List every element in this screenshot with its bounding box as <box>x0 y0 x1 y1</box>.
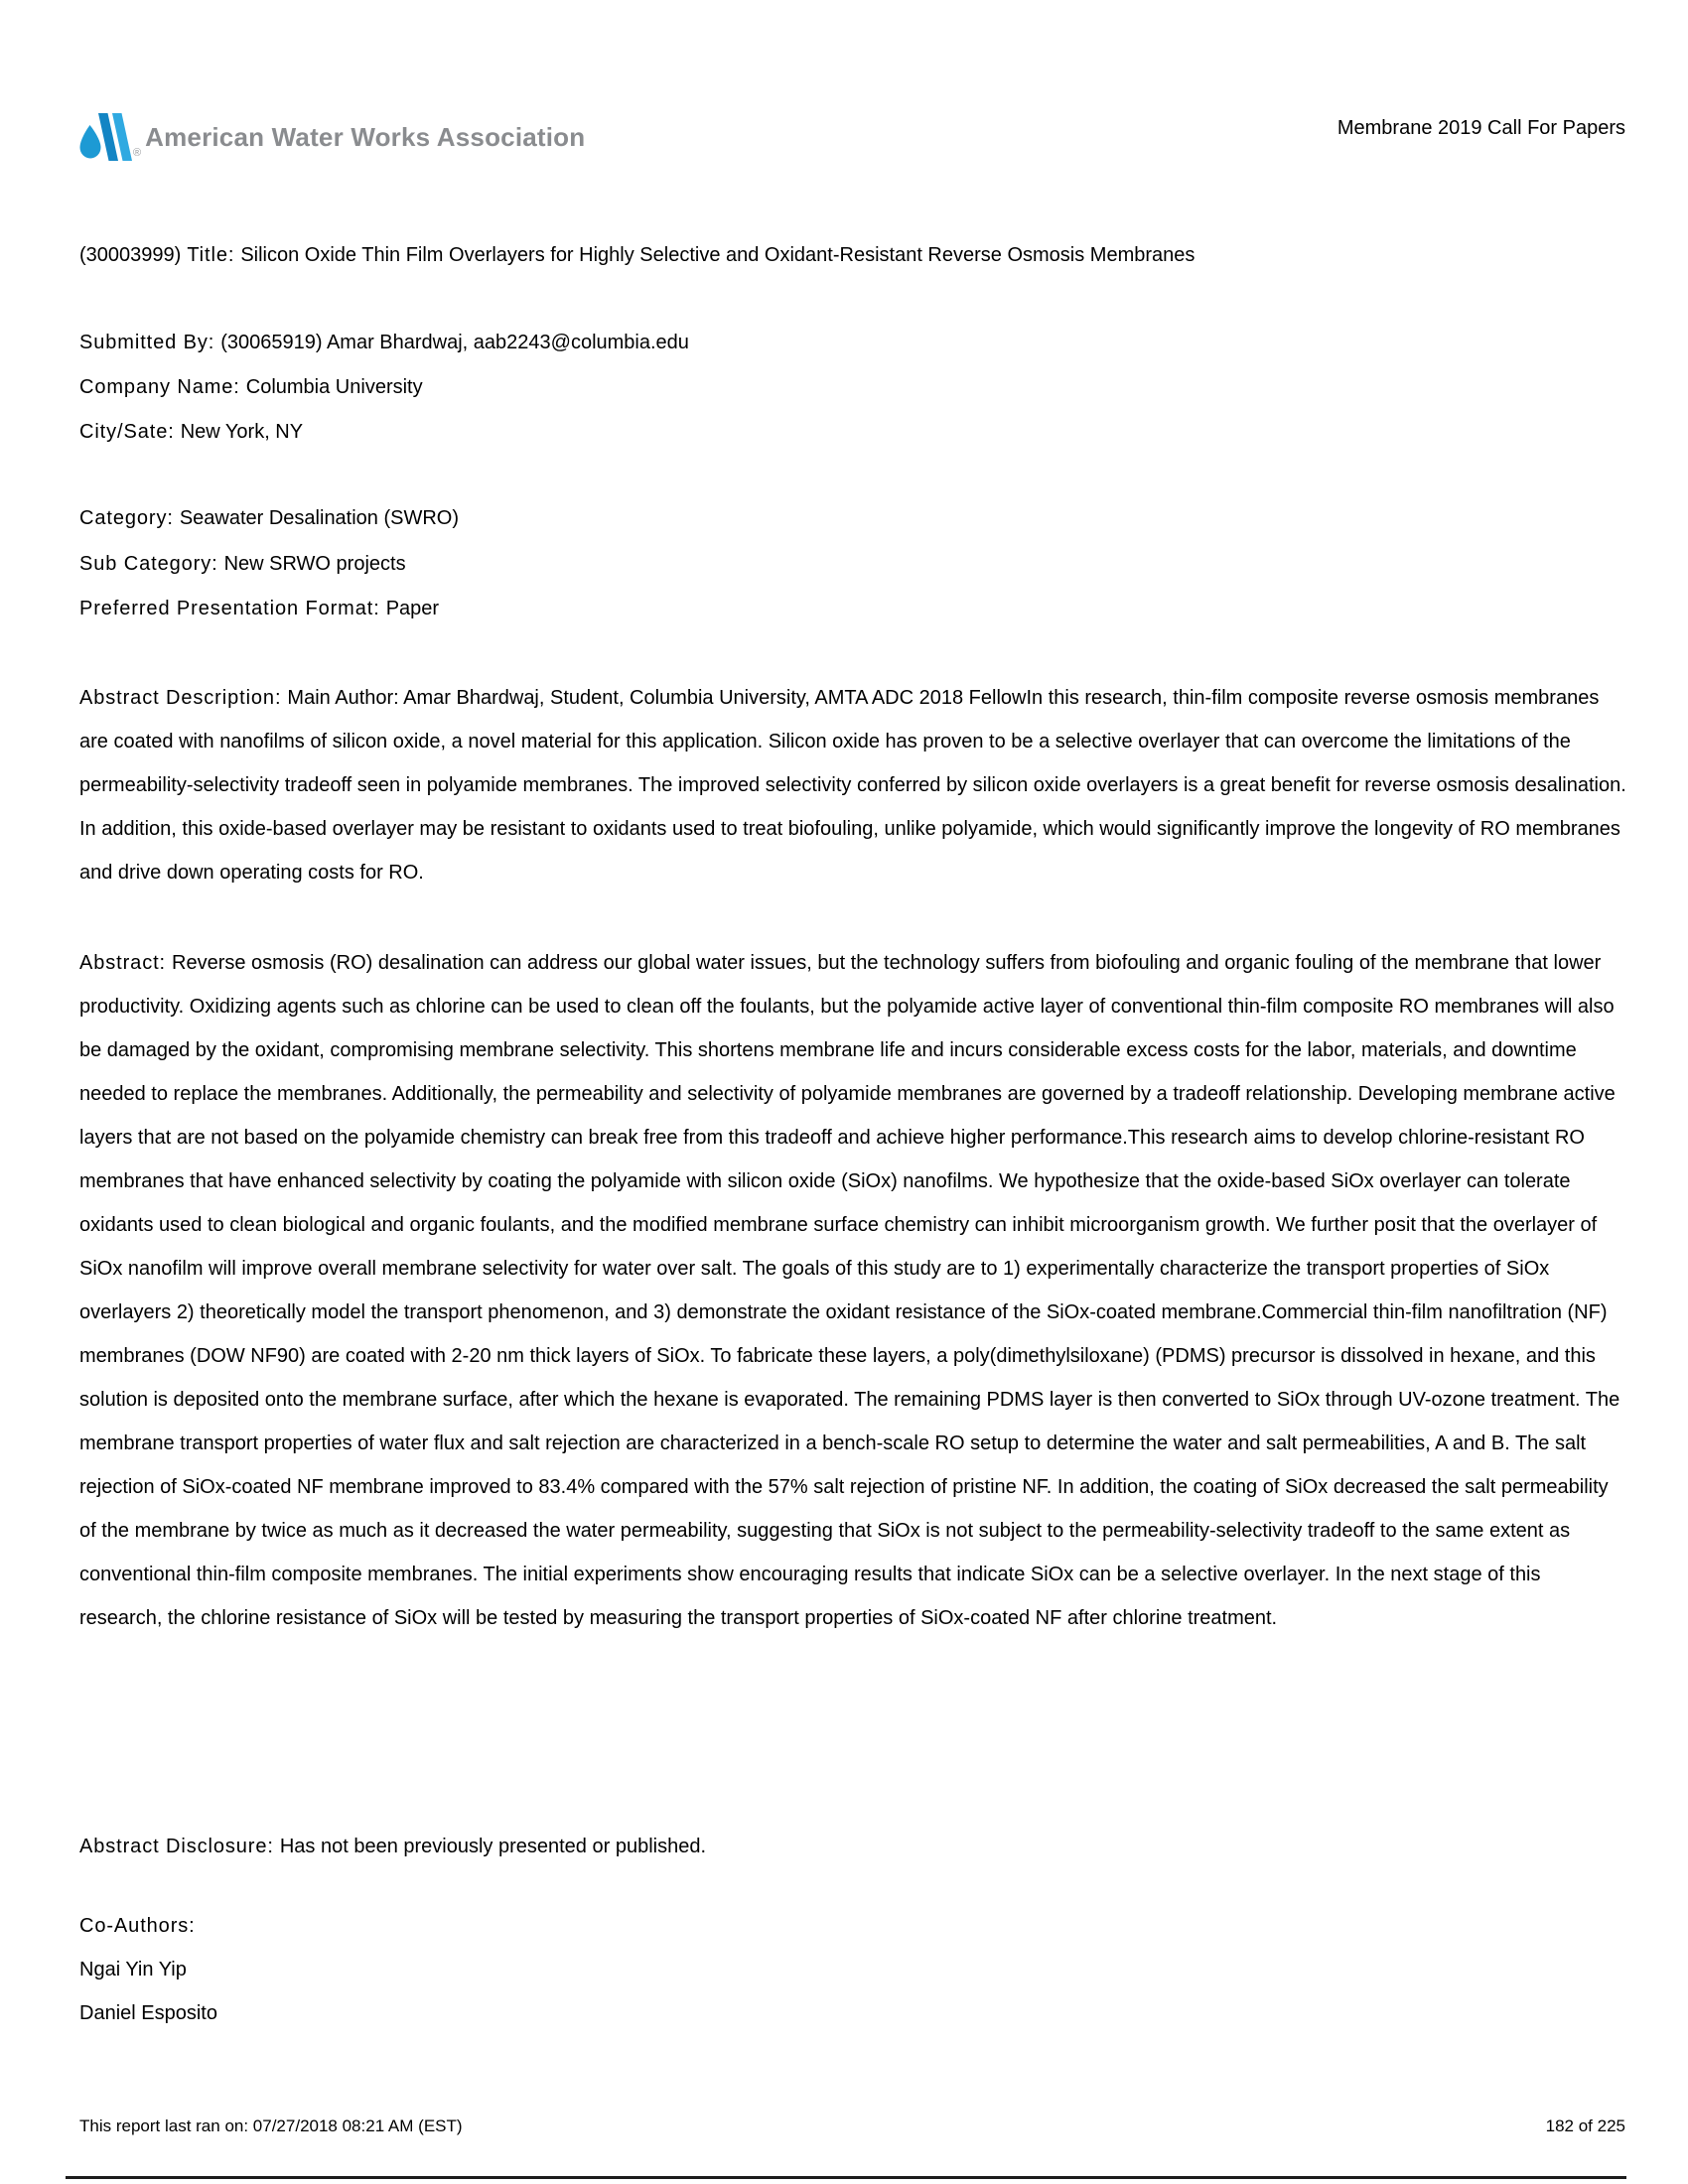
city-state-label: City/Sate: <box>79 421 175 443</box>
abstract-text: Reverse osmosis (RO) desalination can address our global water issues, but the technology suffers from biofouling and organic fouling of the membrane that lower productivity. Oxidizing agents such as chlorine can be used to clean off the foulants, but the polyamide active layer of conventional thin-film composite RO membranes will also be damaged by the oxidant, compromising membrane selectivity. This shortens membrane life and incurs considerable excess costs for the labor, materials, and downtime needed to replace the membranes. Additionally, the permeability and selectivity of polyamide membranes are governed by a tradeoff relationship. Developing membrane active layers that are not based on the polyamide chemistry can break free from this tradeoff and achieve higher performance.This research aims to develop chlorine-resistant RO membranes that have enhanced selectivity by coating the polyamide with silicon oxide (SiOx) nanofilms. We hypothesize that the oxide-based SiOx overlayer can tolerate oxidants used to clean biological and organic foulants, and the modified membrane surface chemistry can inhibit microorganism growth. We further posit that the overlayer of SiOx nanofilm will improve overall membrane selectivity for water over salt. The goals of this study are to 1) experimentally characterize the transport properties of SiOx overlayers 2) theoretically model the transport phenomenon, and 3) demonstrate the oxidant resistance of the SiOx-coated membrane.Commercial thin-film nanofiltration (NF) membranes (DOW NF90) are coated with 2-20 nm thick layers of SiOx. To fabricate these layers, a poly(dimethylsiloxane) (PDMS) precursor is dissolved in hexane, and this solution is deposited onto the membrane surface, after which the hexane is evaporated. The remaining PDMS layer is then converted to SiOx through UV-ozone treatment. The membrane transport properties of water flux and salt rejection are characterized in a bench-scale RO setup to determine the water and salt permeabilities, A and B. The salt rejection of SiOx-coated NF membrane improved to 83.4% compared with the 57% salt rejection of pristine NF. In addition, the coating of SiOx decreased the salt permeability of the membrane by twice as much as it decreased the water permeability, suggesting that SiOx is not subject to the permeability-selectivity tradeoff to the same extent as conventional thin-film composite membranes. The initial experiments show encouraging results that indicate SiOx can be a selective overlayer. In the next stage of this research, the chlorine resistance of SiOx will be tested by measuring the transport properties of SiOx-coated NF after chlorine treatment. <box>79 952 1620 1629</box>
presentation-format-value: Paper <box>385 598 440 619</box>
presentation-format-row <box>79 587 1626 630</box>
company-name-row <box>79 365 1626 409</box>
submitted-by-value: (30065919) Amar Bhardwaj, aab2243@columbia.edu <box>220 332 689 353</box>
submitted-by-row <box>79 321 1626 364</box>
company-name-value: Columbia University <box>245 376 423 398</box>
report-last-ran-text: This report last ran on: 07/27/2018 08:21 AM (EST) <box>79 2116 463 2135</box>
abstract-disclosure-value: Has not been previously presented or published. <box>279 1836 707 1857</box>
city-state-value: New York, NY <box>180 421 304 443</box>
co-authors-label: Co-Authors: <box>79 1915 196 1937</box>
awwa-logo <box>77 111 585 163</box>
page-number: 182 of 225 <box>1545 2116 1625 2135</box>
abstract-disclosure-row <box>79 1825 1626 1868</box>
abstract-disclosure-label: Abstract Disclosure: <box>79 1836 274 1857</box>
sub-category-row <box>79 542 1626 586</box>
drop-shape <box>80 125 101 159</box>
abstract-title-line <box>79 233 1626 277</box>
co-author-name: Daniel Esposito <box>79 2002 217 2024</box>
company-name-label: Company Name: <box>79 376 240 398</box>
abstract-id: (30003999) <box>79 244 182 266</box>
sub-category-label: Sub Category: <box>79 553 218 575</box>
abstract-description-paragraph <box>79 676 1626 894</box>
category-label: Category: <box>79 507 174 529</box>
report-header-title: Membrane 2019 Call For Papers <box>1336 117 1625 139</box>
registered-trademark-mark: ® <box>133 147 142 159</box>
awwa-water-drop-icon <box>77 111 142 163</box>
presentation-format-label: Preferred Presentation Format: <box>79 598 380 619</box>
city-state-row <box>79 410 1626 454</box>
abstract-description-label: Abstract Description: <box>79 687 282 709</box>
abstract-paragraph <box>79 941 1626 1640</box>
co-author-name: Ngai Yin Yip <box>79 1959 187 1980</box>
abstract-label: Abstract: <box>79 952 167 974</box>
category-row <box>79 496 1626 540</box>
category-value: Seawater Desalination (SWRO) <box>179 507 460 529</box>
abstract-description-text: Main Author: Amar Bhardwaj, Student, Columbia University, AMTA ADC 2018 FellowIn this research, thin-film composite reverse osmosis membranes are coated with nanofilms of silicon oxide, a novel material for this application. Silicon oxide has proven to be a selective overlayer that can overcome the limitations of the permeability-selectivity tradeoff seen in polyamide membranes. The improved selectivity conferred by silicon oxide overlayers is a great benefit for reverse osmosis desalination. In addition, this oxide-based overlayer may be resistant to oxidants used to treat biofouling, unlike polyamide, which would significantly improve the longevity of RO membranes and drive down operating costs for RO. <box>79 687 1626 884</box>
title-label: Title: <box>187 244 235 266</box>
submitted-by-label: Submitted By: <box>79 332 215 353</box>
abstract-title-text: Silicon Oxide Thin Film Overlayers for Highly Selective and Oxidant-Resistant Reverse Osmosis Membranes <box>240 244 1196 266</box>
bottom-divider <box>66 2176 1626 2179</box>
awwa-logo-text: American Water Works Association <box>145 121 586 152</box>
co-authors-section <box>79 1904 1626 2035</box>
sub-category-value: New SRWO projects <box>223 553 406 575</box>
